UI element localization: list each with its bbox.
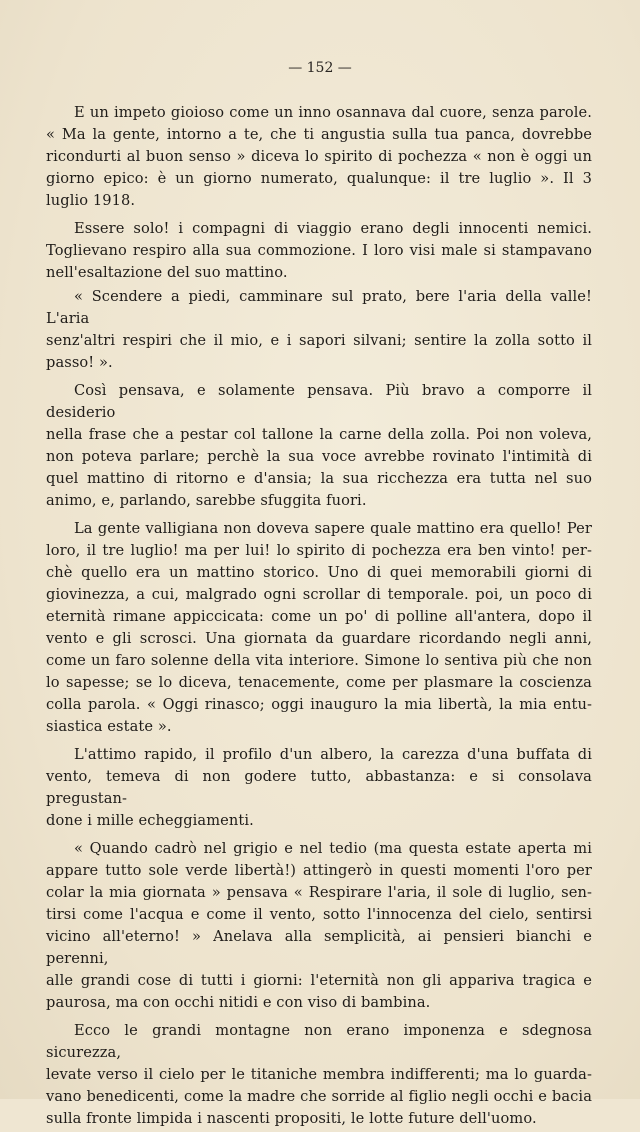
text-line: non poteva parlare; perchè la sua voce avrebbe rovinato l'intimità di xyxy=(46,448,592,465)
text-line: vano benedicenti, come la madre che sorride al figlio negli occhi e bacia xyxy=(46,1088,592,1105)
paragraph xyxy=(46,218,592,284)
text-line: levate verso il cielo per le titaniche membra indifferenti; ma lo guarda- xyxy=(46,1066,592,1083)
text-line: paurosa, ma con occhi nitidi e con viso di bambina. xyxy=(46,994,431,1011)
text-line: « Ma la gente, intorno a te, che ti angustia sulla tua panca, dovrebbe xyxy=(46,126,592,143)
text-line: siastica estate ». xyxy=(46,718,172,735)
text-line: come un faro solenne della vita interiore. Simone lo sentiva più che non xyxy=(46,652,592,669)
text-line: nell'esaltazione del suo mattino. xyxy=(46,264,288,281)
text-line: eternità rimane appiccicata: come un po' di polline all'antera, dopo il xyxy=(46,608,592,625)
page-number: — 152 — xyxy=(288,60,352,76)
text-line: Essere solo! i compagni di viaggio erano degli innocenti nemici. xyxy=(74,220,592,237)
text-line: L'attimo rapido, il profilo d'un albero, la carezza d'una buffata di xyxy=(74,746,592,763)
text-line: alle grandi cose di tutti i giorni: l'eternità non gli appariva tragica e xyxy=(46,972,592,989)
text-line: Ecco le grandi montagne non erano imponenza e sdegnosa sicurezza, xyxy=(46,1022,592,1061)
text-line: luglio 1918. xyxy=(46,192,136,209)
text-line: « Quando cadrò nel grigio e nel tedio (ma questa estate aperta mi xyxy=(74,840,592,857)
paragraph xyxy=(46,1020,592,1130)
text-line: appare tutto sole verde libertà!) attingerò in questi momenti l'oro per xyxy=(46,862,592,879)
text-line: quel mattino di ritorno e d'ansia; la sua ricchezza era tutta nel suo xyxy=(46,470,592,487)
text-line: senz'altri respiri che il mio, e i sapori silvani; sentire la zolla sotto il xyxy=(46,332,592,349)
paragraph xyxy=(46,286,592,374)
text-line: vicino all'eterno! » Anelava alla semplicità, ai pensieri bianchi e perenni, xyxy=(46,928,592,967)
text-line: E un impeto gioioso come un inno osannava dal cuore, senza parole. xyxy=(74,104,592,121)
text-line: La gente valligiana non doveva sapere quale mattino era quello! Per xyxy=(74,520,592,537)
paragraph xyxy=(46,380,592,512)
body-text xyxy=(46,102,592,1132)
text-line: lo sapesse; se lo diceva, tenacemente, come per plasmare la coscienza xyxy=(46,674,592,691)
paragraph xyxy=(46,102,592,212)
text-line: tirsi come l'acqua e come il vento, sotto l'innocenza del cielo, sentirsi xyxy=(46,906,592,923)
text-line: Così pensava, e solamente pensava. Più bravo a comporre il desiderio xyxy=(46,382,592,421)
text-line: loro, il tre luglio! ma per lui! lo spirito di pochezza era ben vinto! per- xyxy=(46,542,592,559)
text-line: animo, e, parlando, sarebbe sfuggita fuori. xyxy=(46,492,367,509)
paragraph xyxy=(46,744,592,832)
text-line: vento, temeva di non godere tutto, abbastanza: e si consolava pregustan- xyxy=(46,768,592,807)
text-line: colla parola. « Oggi rinasco; oggi inauguro la mia libertà, la mia entu- xyxy=(46,696,592,713)
text-line: giovinezza, a cui, malgrado ogni scrollar di temporale. poi, un poco di xyxy=(46,586,592,603)
text-line: ricondurti al buon senso » diceva lo spirito di pochezza « non è oggi un xyxy=(46,148,592,165)
text-line: done i mille echeggiamenti. xyxy=(46,812,254,829)
text-line: colar la mia giornata » pensava « Respirare l'aria, il sole di luglio, sen- xyxy=(46,884,592,901)
text-line: vento e gli scrosci. Una giornata da guardare ricordando negli anni, xyxy=(46,630,592,647)
text-line: nella frase che a pestar col tallone la carne della zolla. Poi non voleva, xyxy=(46,426,592,443)
paragraph xyxy=(46,518,592,738)
text-line: giorno epico: è un giorno numerato, qualunque: il tre luglio ». Il 3 xyxy=(46,170,592,187)
text-line: chè quello era un mattino storico. Uno di quei memorabili giorni di xyxy=(46,564,592,581)
text-line: « Scendere a piedi, camminare sul prato, bere l'aria della valle! L'aria xyxy=(46,288,592,327)
paragraph xyxy=(46,838,592,1014)
text-line: Toglievano respiro alla sua commozione. I loro visi male si stampavano xyxy=(46,242,592,259)
text-line: passo! ». xyxy=(46,354,113,371)
text-line: sulla fronte limpida i nascenti propositi, le lotte future dell'uomo. xyxy=(46,1110,537,1127)
